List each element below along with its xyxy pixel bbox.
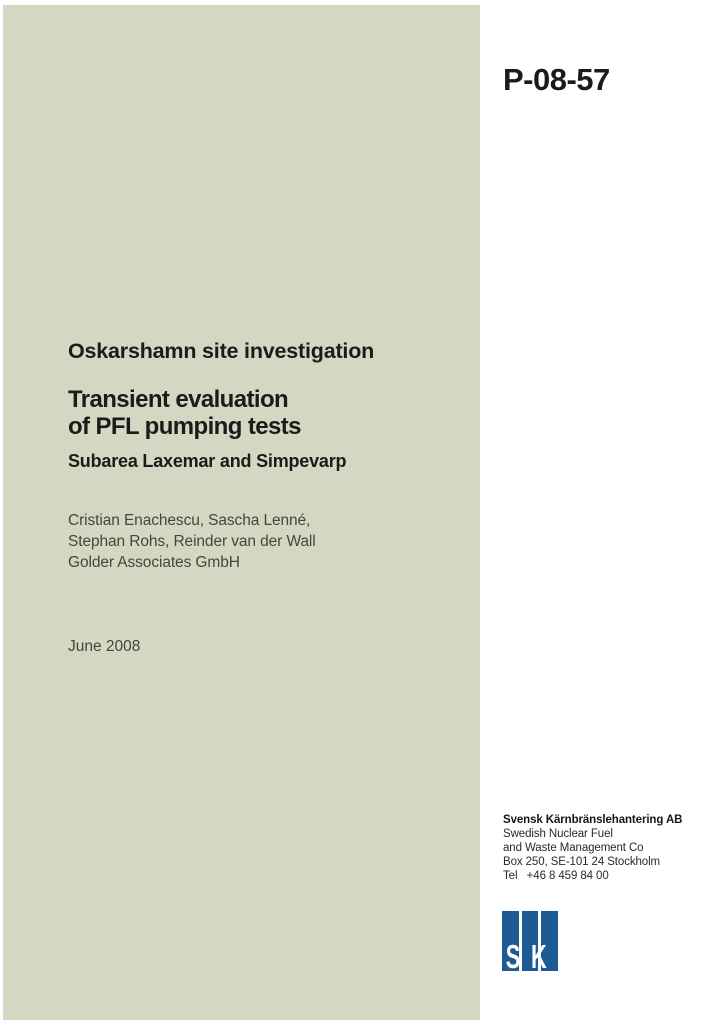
publisher-address: Box 250, SE-101 24 Stockholm [503,856,661,868]
publisher-name: Svensk Kärnbränslehantering AB [503,814,683,826]
skb-logo-letter-k: K [531,938,547,975]
publisher-block [503,813,682,883]
main-title [68,386,301,440]
publisher-phone: Tel +46 8 459 84 00 [503,870,609,882]
skb-logo-letters [502,938,574,975]
skb-logo-letter-s: S [505,938,521,975]
publisher-line-1: Swedish Nuclear Fuel [503,828,613,840]
subtitle: Subarea Laxemar and Simpevarp [68,451,347,471]
skb-logo [502,911,574,975]
author-line-2: Stephan Rohs, Reinder van der Wall [68,533,316,550]
report-number: P-08-57 [503,62,610,97]
publication-date: June 2008 [68,638,141,655]
skb-logo-letter-b: B [557,938,574,975]
authors-block [68,510,316,573]
main-title-line1: Transient evaluation [68,386,289,413]
series-title: Oskarshamn site investigation [68,339,375,363]
publisher-line-2: and Waste Management Co [503,842,644,854]
author-affiliation: Golder Associates GmbH [68,554,240,571]
author-line-1: Cristian Enachescu, Sascha Lenné, [68,512,311,529]
main-title-line2: of PFL pumping tests [68,413,301,440]
